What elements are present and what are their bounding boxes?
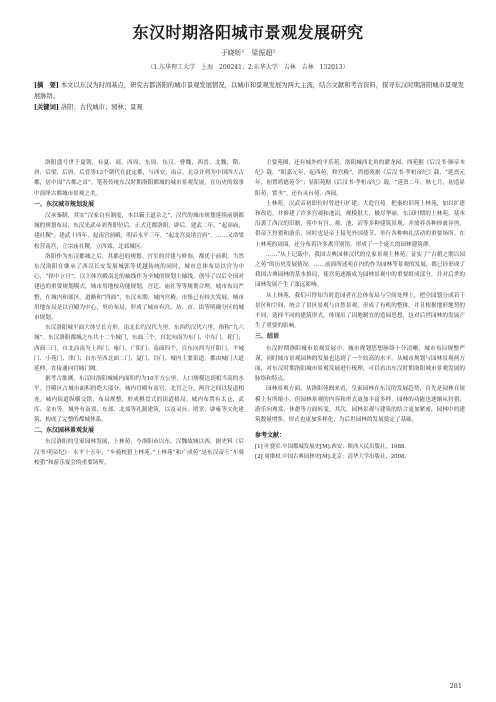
section-heading-3: 三、结语 (255, 333, 280, 341)
keywords-text: 洛阳；古代城市；园林；景观 (60, 104, 143, 111)
reference-item: [2] 周维权.中国古典园林史[M].北京：清华大学出版社，2008. (255, 454, 407, 461)
section-heading-2: 二、东汉园林景观发展 (34, 427, 95, 435)
abstract-block (34, 80, 464, 113)
reference-item: [1] 叶骁军.中国都城发展史[M].西安：陕西人民出版社，1988. (255, 444, 407, 451)
body-paragraph: 汉承秦制，其实“汉家自有制度，本以霸王道杂之”，汉代的城市规划延续前朝都城的规划布局，东汉光武帝刘秀即位后，正式迁都洛阳，辟后，建武二年，“起高庙，建社稷”；建武十四年，起南宫前殿，明帝永平三年，“起北宫及诸官府”，……又命梁松营南宫，立宗庙社稷，立四郊、北郊城区。 (34, 213, 244, 250)
body-paragraph: 东汉时期洛阳城市景观发展中，城市规划思想脉络十分清晰，城市布局规整严谨，同时城市景观园林的发展也达到了一个较高的水平。从城市规划与园林景观两方面，对东汉时期洛阳城市景观发展进行梳理，可以看出东汉时期洛阳城市景观发展的脉络和特点。 (255, 345, 465, 383)
page-number: 281 (449, 682, 462, 690)
body-paragraph: 东汉洛阳城平面大体呈长方形，南北长约汉代九里，东西约汉代六里，俗称“九六城”。东汉洛阳都城之东共十二个城门，东面三个，自北向南为东门、中东门、耗门；西面三门，自北而南为上西门、雍门、广阳门；南面四个，自东向西为开阳门、平城门、小苑门、津门；自东至西北面二门，夏门、谷门。城内主要街道，都由城门大道延伸，直接通向宫城门阙。 (34, 325, 244, 373)
section-heading-1: 一、东汉城市规划发展 (34, 200, 95, 208)
body-paragraph: 园林景观方面，从洛阳苑囿来看，皇家园林在东汉的发展趋势，首先是园林在规模上有所缩小，但园林景观的内容和形式更加丰富多样，园林的功能也逐渐从狩猎、游乐向观赏、休憩等方面转变。其次，园林景观与建筑的结合更加紧密，园林中的建筑数量增多，形式也更加多样化，为后世园林的发展奠定了基础。 (255, 386, 465, 424)
right-column (255, 158, 465, 678)
body-paragraph: 从上林苑，我们可得知当时造园者在总体布局与空间处理上，把全园划分成若干景区和空间，统合了景区景观与自然景观，形成了有机的整体，并且根据地形地势的不同，选择不同的建筑形式，体现出了因地制宜的造园思想，这对后世园林的发展产生了重要的影响。 (255, 292, 465, 330)
body-paragraph: 洛阳作为东汉都城之后，其都邑的规划、宫室的营建与修饰，都优于前朝。当然东汉洛阳在继承了西汉长安发展城郭等优越传统的同时，城市总体布局以宫为中心，“择中立宫”，以主体宫殿南北的轴线作为全城的规划主轴线。创导了以后全国对建邑的重要规划模式。城市用地按功能规划，宫廷、庙社等等规划合理，城市布局严整，在城内和郊区。道路和“四面”，东汉末期，城内宫殿、市集已有较大发展，城市用地布局是以宫殿为中心，里坊布局，形成了城市有宫、坊、市、街等明确分区的城市规划。 (34, 253, 244, 322)
body-paragraph: 东汉洛阳的皇家园林发展，上林苑，今洛阳市以东，汉魏故城以西，据史料《后汉书·明帝纪》：永平十五年，“车骑校猎上林苑。”上林苑“和广成苑”是东汉帝王“车骑校猎”和游乐宴会的重要场所。 (34, 439, 244, 466)
paper-authors: 于晓昕¹ 梁振超² (220, 49, 276, 57)
references-heading: 参考文献： (255, 432, 286, 440)
body-paragraph: 上林苑，汉武帝初即位时曾进行扩建，大造宫苑。把秦的旧苑上林苑，加以扩建和改造，并修建了许多宫观和池沼，规模很大，极尽华丽。东汉时期的上林苑，基本沿袭了西汉的旧制，苑中有宫、观、池、沼等多种建筑景观，并放养各种珍禽异兽，供帝王狩猎和游乐，同时也是帝王接见外国使节、举行各种典礼活动的重要场所。在上林苑的周围，还分布着许多离宫别馆，形成了一个庞大的园林建筑群。 (255, 200, 465, 248)
abstract-label: [摘 要] (34, 82, 59, 89)
paper-title: 东汉时期洛阳城市景观发展研究 (132, 23, 364, 42)
body-paragraph: 据考古推测，东汉时洛阳城城内面积约为10平方公里，人口规模达到相当高的水平。宫殿区占城市面积的绝大部分。城内宫殿有南宫、北宫之分，两宫之间以复道相连。城内街道纵横交错，布局规整，形成棋盘式的街道格局。城内布置有太仓、武库、金市等。城外有南郊、东郊、北郊等礼制建筑，以及灵台、明堂、辟雍等文化建筑，构成了完整的都城体系。 (34, 376, 244, 424)
abstract-text: 本文以东汉为时间基点，研究古都洛阳的城市景观发展情况，以城市和景观发展为两大主流，结合文献和考古资料，探寻东汉时期洛阳城市景观发展脉络。 (34, 82, 464, 100)
body-paragraph: ……“从上记载中，我国古典园林汉代的皇家景观上林苑，证实了“古朝之期以园之苑”的历史发展情况。……前面所述苑在内的作为园林等景观的发展，都已经形成了我国古典园林的基本格局，使宫苑逐渐成为园林景观中的重要组成部分，并对后世的园林发展产生了深远影响。 (255, 251, 465, 289)
body-paragraph: 主要苑囿，还有城外的平乐苑、洛阳城西北角的濯龙园、西苑据《后汉书·顺帝本纪》载，“阳嘉元年，起西苑，修宫殿”。鸿德苑据《后汉书·孝桓帝纪》载，“延熹元年，初置鸿德苑令”；显阳苑据《后汉书·孝桓帝纪》载，“延熹二年，秋七月，初造显阳苑，置丞”。还有灵台苑、西园。 (255, 160, 465, 197)
abstract-paragraph (34, 80, 464, 102)
keywords-paragraph (34, 102, 464, 113)
left-column (34, 158, 244, 678)
keywords-label: [关键词] (34, 104, 59, 111)
intro-paragraph: 洛阳盛号世于夏朝，有夏、商、西周、东周、东汉、曹魏、西晋、北魏、隋、唐、后梁、后唐、后晋等13个朝代在此定都，与西安、南京、北京并列为中国四大古都，居中国“古都之首”。笔者传统东汉时期洛阳都城的城市景观发展，在历史的叙事中演绎古都城市景观之美。 (34, 160, 244, 197)
paper-affiliation: （1.东华理工大学 上海 200241；2.东华大学 吉林 吉林 132013） (147, 64, 349, 71)
